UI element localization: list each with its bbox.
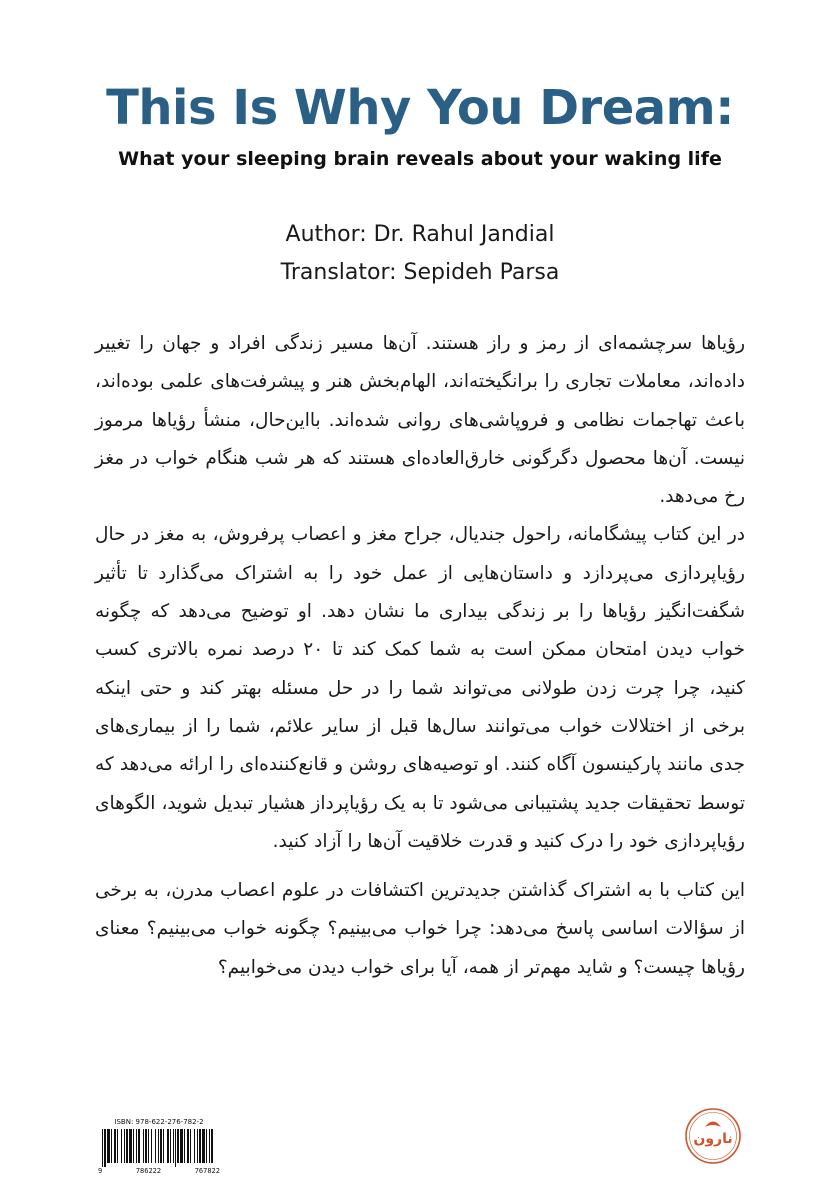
barcode-bar: [177, 1129, 179, 1163]
barcode-bar: [167, 1129, 169, 1163]
barcode-bar: [209, 1129, 210, 1163]
barcode-bar: [206, 1129, 207, 1163]
barcode-bar: [175, 1129, 176, 1167]
barcode-bar: [129, 1129, 132, 1163]
description-block: [95, 325, 745, 861]
barcode-bar: [104, 1129, 106, 1167]
barcode-digits-right: 767822: [194, 1167, 220, 1175]
barcode-bar: [187, 1129, 189, 1163]
barcode-bar: [163, 1129, 164, 1163]
barcode-bar: [148, 1129, 149, 1163]
description-paragraph-1: رؤیاها سرچشمه‌ای از رمز و راز هستند. آن‌ها مسیر زندگی افراد و جهان را تغییر داده‌اند، معاملات تجاری را برانگیخته‌اند، الهام‌بخش هنر و پیشرفت‌های علمی بوده‌اند، باعث تهاجمات نظامی و فروپاشی‌های روانی شده‌اند. بااین‌حال، منشأ رؤیاها مرموز نیست. آن‌ها محصول دگرگونی خارق‌العاده‌ای هستند که هر شب هنگام خواب در مغز رخ می‌دهد.: [95, 333, 745, 508]
description-paragraph-3-block: [95, 872, 745, 987]
translator-line: Translator: Sepideh Parsa: [280, 260, 560, 285]
barcode-bar: [194, 1129, 195, 1163]
book-subtitle: What your sleeping brain reveals about your waking life: [118, 148, 722, 170]
barcode-bar: [199, 1129, 201, 1163]
barcode-bar: [121, 1129, 122, 1163]
barcode-bar: [170, 1129, 171, 1163]
barcode-bar: [145, 1129, 147, 1163]
barcode-digits-left: 786222: [135, 1167, 162, 1175]
barcode-bar: [107, 1129, 110, 1163]
barcode-bar: [160, 1129, 162, 1163]
barcode-bars-icon: [98, 1129, 220, 1167]
barcode-bar: [190, 1129, 191, 1163]
description-paragraph-3: این کتاب با به اشتراک گذاشتن جدیدترین اکتشافات در علوم اعصاب مدرن، به برخی از سؤالات اساسی پاسخ می‌دهد: چرا خواب می‌بینیم؟ چگونه خواب می‌بینیم؟ معنای رؤیاها چیست؟ و شاید مهم‌تر از همه، آیا برای خواب دیدن می‌خوابیم؟: [95, 880, 745, 978]
barcode-bar: [211, 1129, 213, 1163]
barcode-bar: [180, 1129, 183, 1163]
barcode-bar: [111, 1129, 112, 1163]
publisher-logo-text: نارون: [693, 1131, 733, 1147]
isbn-label: ISBN: 978-622-276-782-2: [114, 1118, 204, 1126]
barcode-bar: [114, 1129, 116, 1163]
barcode-digits: [98, 1167, 220, 1175]
barcode-bar: [155, 1129, 156, 1163]
barcode-bar: [136, 1129, 137, 1163]
barcode-bar: [126, 1129, 128, 1163]
barcode-bar: [184, 1129, 185, 1163]
barcode-bar: [143, 1129, 144, 1163]
barcode-bar: [102, 1129, 103, 1167]
publisher-logo: [683, 1106, 743, 1166]
barcode-bar: [151, 1129, 152, 1163]
barcode-bar: [124, 1129, 125, 1163]
barcode-bar: [202, 1129, 205, 1163]
isbn-barcode: [98, 1118, 220, 1182]
barcode-bar: [133, 1129, 134, 1163]
barcode-bar: [158, 1129, 159, 1163]
barcode-bar: [138, 1129, 140, 1163]
barcode-bar: [197, 1129, 198, 1163]
barcode-bar: [173, 1129, 174, 1163]
author-line: Author: Dr. Rahul Jandial: [285, 222, 555, 247]
barcode-digit-first: 9: [98, 1167, 103, 1175]
book-title: This Is Why You Dream:: [106, 80, 734, 136]
barcode-bar: [117, 1129, 118, 1163]
description-paragraph-2: در این کتاب پیشگامانه، راحول جندیال، جراح مغز و اعصاب پرفروش، به مغز در حال رؤیاپردازی می‌پردازد و داستان‌هایی از عمل خود را به اشتراک می‌گذارد تا تأثیر شگفت‌انگیز رؤیاها را بر زندگی بیداری ما نشان دهد. او توضیح می‌دهد که چگونه خواب دیدن امتحان ممکن است به شما کمک کند تا ۲۰ درصد نمره بالاتری کسب کنید، چرا چرت زدن طولانی می‌تواند شما را در حل مسئله بهتر کند و حتی اینکه برخی از اختلالات خواب می‌توانند سال‌ها قبل از سایر علائم، شما را از بیماری‌های جدی مانند پارکینسون آگاه کنند. او توصیه‌های روشن و قانع‌کننده‌ای را ارائه می‌دهد که توسط تحقیقات جدید پشتیبانی می‌شود تا به یک رؤیاپرداز هشیار تبدیل شوید، الگوهای رؤیاپردازی خود را درک کنید و قدرت خلاقیت آن‌ها را آزاد کنید.: [95, 524, 745, 852]
